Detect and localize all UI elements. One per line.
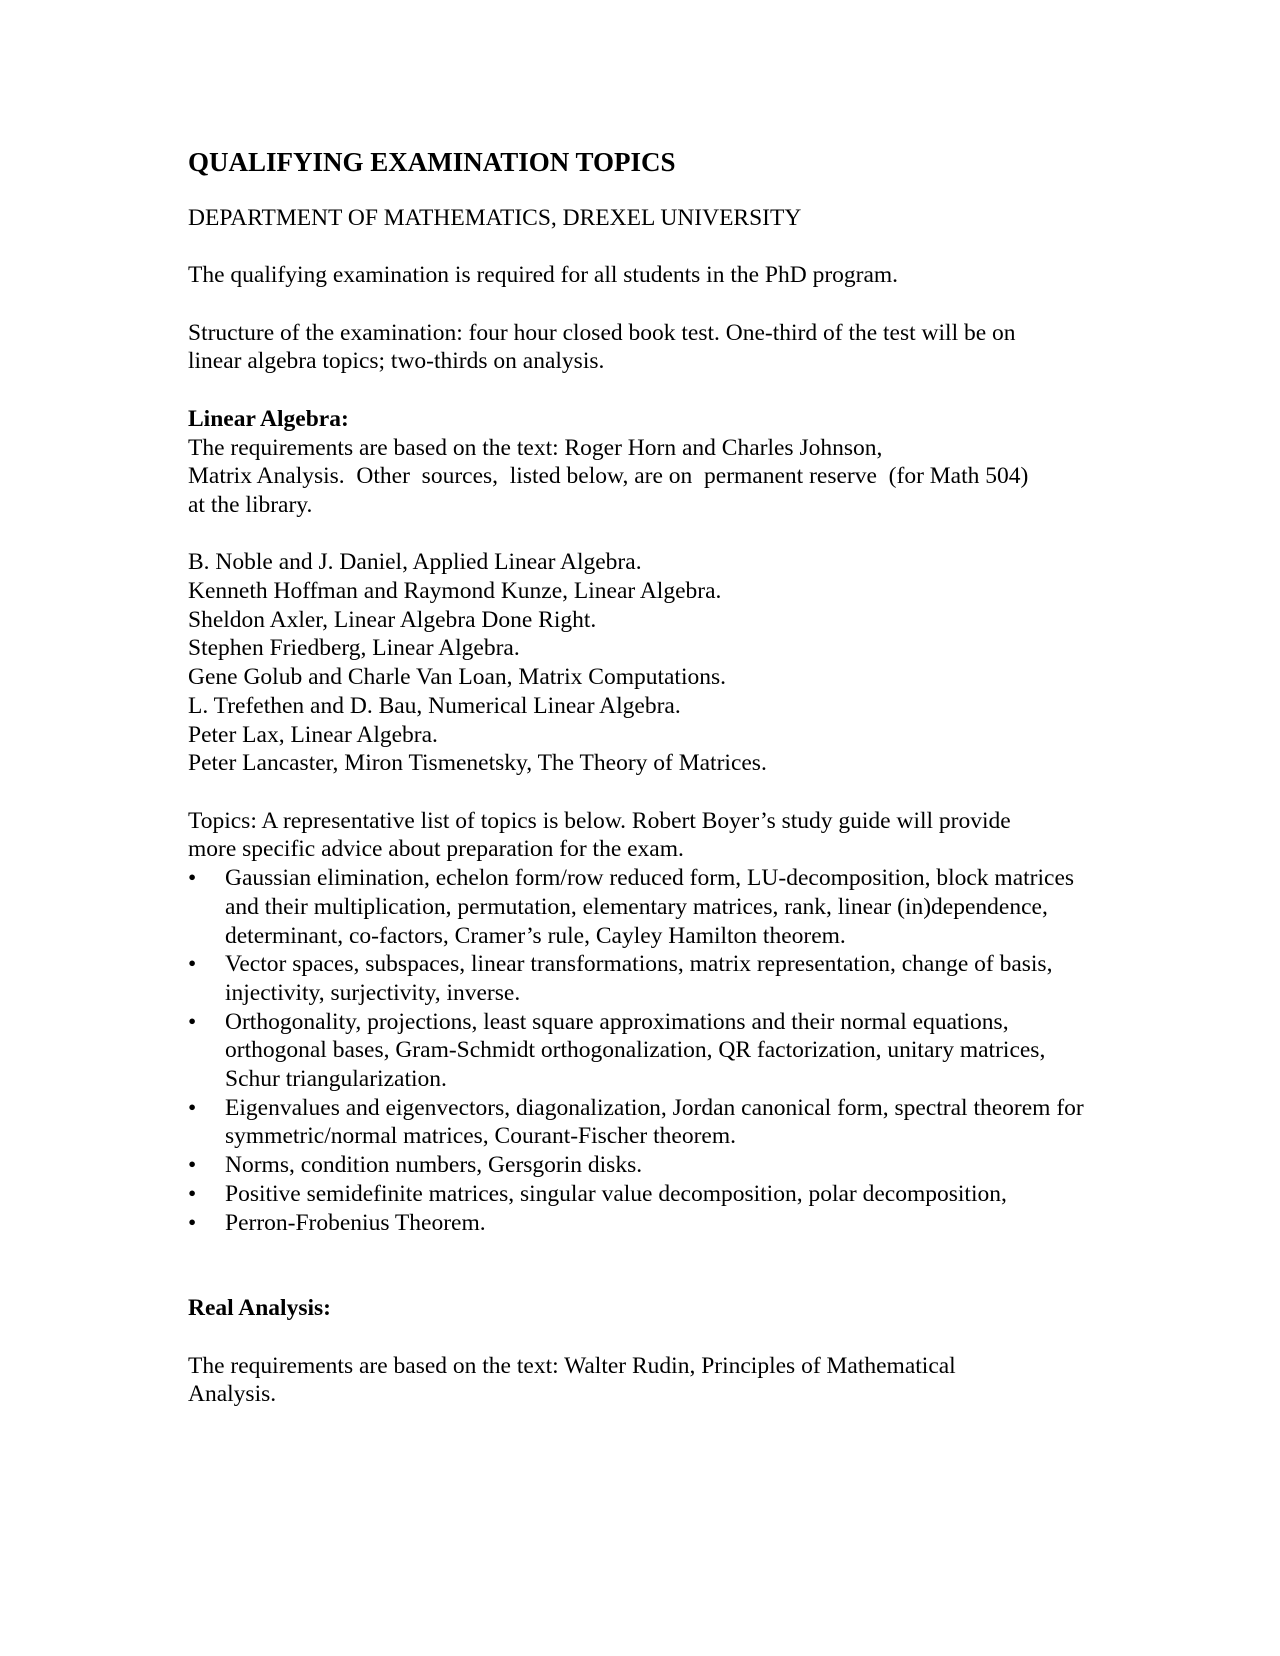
reference-item: Peter Lax, Linear Algebra. [188, 721, 438, 748]
topics-list [188, 864, 1188, 1237]
real-analysis-requirements [188, 1352, 1188, 1409]
topic-text: Eigenvalues and eigenvectors, diagonalization, Jordan canonical form, spectral theorem for symmetric/normal matrices, Courant-Fischer theorem. [225, 1094, 1084, 1150]
reference-item: L. Trefethen and D. Bau, Numerical Linear Algebra. [188, 692, 681, 719]
bullet-icon: • [188, 1008, 197, 1035]
reference-item: Gene Golub and Charle Van Loan, Matrix Computations. [188, 664, 727, 691]
structure-line: linear algebra topics; two-thirds on analysis. [188, 348, 605, 375]
requirements-line: at the library. [188, 491, 313, 518]
topics-intro-line: more specific advice about preparation for the exam. [188, 836, 684, 863]
reference-list [188, 548, 1188, 778]
real-analysis-heading: Real Analysis: [188, 1295, 331, 1322]
topic-text: Gaussian elimination, echelon form/row reduced form, LU-decomposition, block matrices and their multiplication, permutation, elementary matrices, rank, linear (in)dependence, determinant, co-factors, Cramer’s rule, Cayley Hamilton theorem. [225, 865, 1075, 949]
topic-text: Perron-Frobenius Theorem. [225, 1209, 486, 1236]
real-analysis-section [188, 1294, 1188, 1409]
reference-item: Stephen Friedberg, Linear Algebra. [188, 635, 520, 662]
reference-item: B. Noble and J. Daniel, Applied Linear Algebra. [188, 549, 642, 576]
topic-item [188, 864, 1095, 950]
department-name: DEPARTMENT OF MATHEMATICS, DREXEL UNIVERSITY [188, 205, 802, 231]
requirements-line: Analysis. [188, 1381, 277, 1408]
topic-text: Orthogonality, projections, least square approximations and their normal equations, orthogonal bases, Gram-Schmidt orthogonalization, QR factorization, unitary matrices, Schur triangularization. [225, 1008, 1046, 1093]
bullet-icon: • [188, 1094, 197, 1121]
bullet-icon: • [188, 865, 197, 892]
structure-paragraph [188, 319, 1188, 376]
document-title: QUALIFYING EXAMINATION TOPICS [188, 147, 676, 177]
intro-paragraph: The qualifying examination is required for all students in the PhD program. [188, 262, 899, 289]
requirements-line: The requirements are based on the text: Roger Horn and Charles Johnson, [188, 434, 883, 461]
topic-item [188, 1151, 1095, 1180]
topic-text: Vector spaces, subspaces, linear transformations, matrix representation, change of basis, injectivity, surjectivity, inverse. [225, 951, 1053, 1006]
topic-item [188, 950, 1095, 1007]
reference-item: Sheldon Axler, Linear Algebra Done Right. [188, 606, 597, 633]
reference-item: Peter Lancaster, Miron Tismenetsky, The Theory of Matrices. [188, 750, 767, 777]
topics-intro-line: Topics: A representative list of topics is below. Robert Boyer’s study guide will provide [188, 807, 1011, 834]
topic-item [188, 1209, 1095, 1238]
requirements-line: Matrix Analysis. Other sources, listed below, are on permanent reserve (for Math 504) [188, 463, 1029, 490]
document-page [188, 145, 1188, 1409]
bullet-icon: • [188, 951, 197, 978]
structure-line: Structure of the examination: four hour closed book test. One-third of the test will be on [188, 319, 1016, 346]
topic-item [188, 1180, 1095, 1209]
linear-algebra-heading: Linear Algebra: [188, 405, 349, 432]
linear-algebra-section [188, 405, 1188, 1237]
topics-intro [188, 807, 1188, 864]
topic-item [188, 1094, 1095, 1151]
requirements-line: The requirements are based on the text: Walter Rudin, Principles of Mathematical [188, 1352, 956, 1379]
bullet-icon: • [188, 1152, 197, 1179]
topic-text: Norms, condition numbers, Gersgorin disks. [225, 1152, 643, 1179]
bullet-icon: • [188, 1180, 197, 1207]
bullet-icon: • [188, 1209, 197, 1236]
reference-item: Kenneth Hoffman and Raymond Kunze, Linear Algebra. [188, 578, 722, 605]
topic-item [188, 1008, 1095, 1094]
topic-text: Positive semidefinite matrices, singular value decomposition, polar decomposition, [225, 1180, 1007, 1207]
